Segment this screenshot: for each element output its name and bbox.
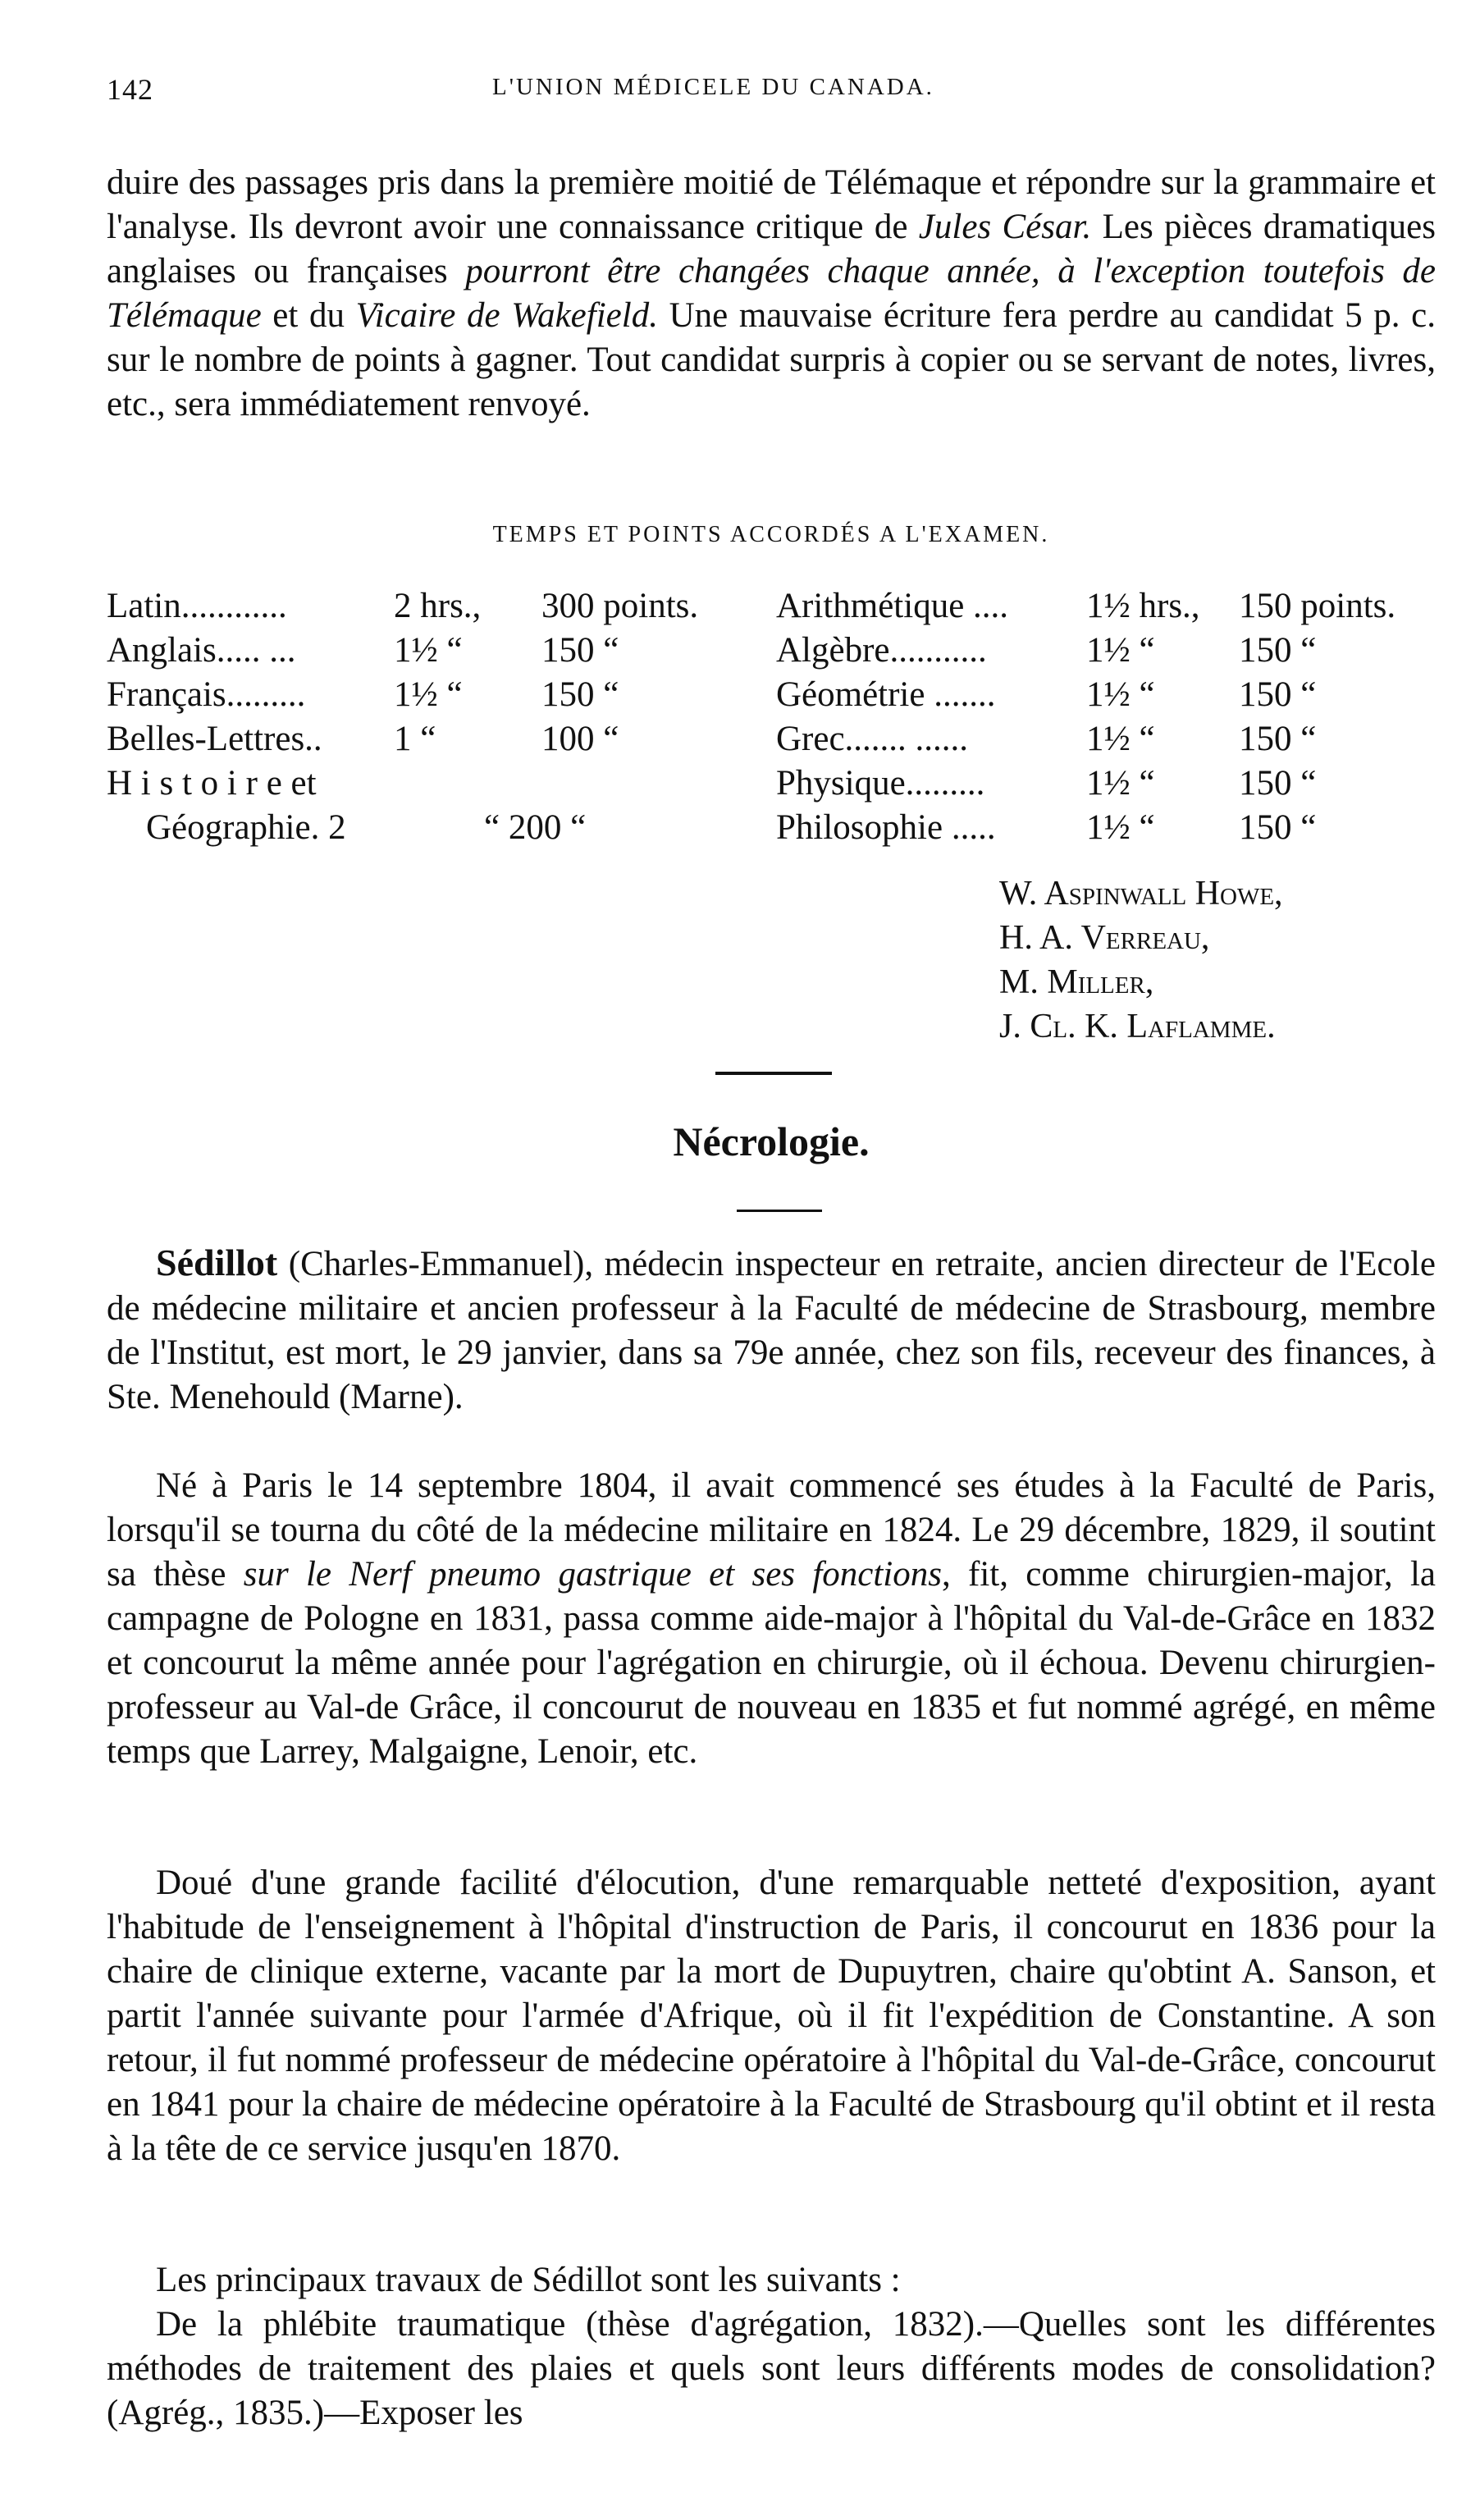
exam-subject: H i s t o i r e et bbox=[107, 764, 317, 803]
signature: M. Miller, bbox=[999, 963, 1154, 1001]
signatures-block bbox=[999, 871, 1459, 1049]
exam-schedule-table bbox=[107, 584, 1452, 850]
page-number: 142 bbox=[107, 73, 153, 106]
exam-subject: Belles-Lettres.. bbox=[107, 720, 322, 758]
exam-subject: Géométrie ....... bbox=[776, 675, 996, 714]
obituary-text: (Charles-Emmanuel), médecin inspecteur en retraite, ancien directeur de l'Ecole de médecine militaire et ancien professeur à la Faculté de médecine de Strasbourg, membre de l'Institut, est mort, le 29 janvier, dans sa 79e année, chez son fils, receveur des finances, à Ste. Menehould (Marne). bbox=[107, 1245, 1436, 1416]
obituary-paragraph bbox=[107, 1241, 1436, 1420]
intro-italic-vicaire: Vicaire de Wakefield. bbox=[355, 296, 658, 335]
journal-title: L'UNION MÉDICELE DU CANADA. bbox=[492, 74, 934, 100]
exam-hours: 1½ “ bbox=[1086, 808, 1155, 847]
running-head bbox=[107, 72, 1436, 113]
exam-points: “ 200 “ bbox=[484, 808, 587, 847]
exam-row bbox=[107, 673, 1452, 717]
exam-hours: 1½ “ bbox=[1086, 764, 1155, 803]
exam-points: 300 points. bbox=[541, 587, 699, 625]
section-title: Nécrologie. bbox=[673, 1118, 870, 1164]
exam-row bbox=[107, 584, 1452, 629]
exam-hours: 1½ “ bbox=[394, 631, 463, 670]
exam-subject: Algèbre........... bbox=[776, 631, 987, 670]
exam-subject: Géographie. 2 bbox=[146, 808, 346, 847]
exam-points: 150 “ bbox=[1239, 631, 1317, 670]
signature: W. Aspinwall Howe, bbox=[999, 875, 1283, 912]
intro-text-2: Les pièces dramatiques anglaises ou françaises bbox=[107, 208, 1436, 290]
exam-row bbox=[107, 717, 1452, 761]
exam-hours: 1½ “ bbox=[1086, 720, 1155, 758]
exam-points: 150 “ bbox=[1239, 764, 1317, 803]
exam-hours: 1½ “ bbox=[394, 675, 463, 714]
obituary-text: Doué d'une grande facilité d'élocution, d'une remarquable netteté d'exposition, ayant l'habitude de l'enseignement à l'hôpital d'instruction de Paris, il concourut en 1836 pour la chaire de clinique externe, vacante par la mort de Dupuytren, chaire qu'obtint A. Sanson, et partit l'année suivante pour l'armée d'Afrique, où il fit l'expédition de Constantine. A son retour, il fut nommé professeur de médecine opératoire à l'hôpital du Val-de-Grâce, concourut en 1841 pour la chaire de médecine opératoire à la Faculté de Strasbourg qu'il obtint et il resta à la tête de ce service jusqu'en 1870. bbox=[107, 1864, 1436, 2168]
exam-caption: TEMPS ET POINTS ACCORDÉS A L'EXAMEN. bbox=[492, 522, 1050, 547]
exam-points: 150 “ bbox=[541, 631, 619, 670]
exam-row bbox=[107, 761, 1452, 806]
intro-text-3: et du bbox=[261, 296, 345, 335]
exam-points: 150 “ bbox=[1239, 808, 1317, 847]
obituary-paragraph bbox=[107, 2258, 1436, 2303]
exam-points: 150 “ bbox=[541, 675, 619, 714]
title-underline bbox=[737, 1210, 822, 1212]
obituary-text: Les principaux travaux de Sédillot sont les suivants : bbox=[156, 2261, 901, 2299]
exam-hours: 1½ “ bbox=[1086, 631, 1155, 670]
exam-points: 100 “ bbox=[541, 720, 619, 758]
exam-subject: Physique......... bbox=[776, 764, 985, 803]
exam-subject: Grec....... ...... bbox=[776, 720, 969, 758]
intro-paragraph bbox=[107, 161, 1436, 427]
obituary-text: , fit, comme chirurgien-major, la campagne de Pologne en 1831, passa comme aide-major à l'hôpital du Val-de-Grâce en 1832 et concourut la même année pour l'agrégation en chirurgie, où il échoua. Devenu chirurgien-professeur au Val-de Grâce, il concourut de nouveau en 1835 et fut nommé agrégé, en même temps que Larrey, Malgaigne, Lenoir, etc. bbox=[107, 1555, 1436, 1771]
signature: H. A. Verreau, bbox=[999, 919, 1210, 957]
exam-row bbox=[107, 629, 1452, 673]
exam-points: 150 “ bbox=[1239, 720, 1317, 758]
intro-text-1: duire des passages pris dans la première moitié de Télémaque et répondre sur la grammaire et l'analyse. Ils devront avoir une connaissance critique de bbox=[107, 163, 1436, 246]
intro-italic-jules-cesar: Jules César. bbox=[918, 208, 1092, 246]
exam-points: 150 “ bbox=[1239, 675, 1317, 714]
exam-subject: Latin............ bbox=[107, 587, 287, 625]
exam-hours: 1½ “ bbox=[1086, 675, 1155, 714]
intro-text-4: Une mauvaise écriture fera perdre au candidat 5 p. c. sur le nombre de points à gagner. Tout candidat surpris à copier ou se servant de notes, livres, etc., sera immédiatement renvoyé. bbox=[107, 296, 1436, 423]
exam-subject: Français......... bbox=[107, 675, 306, 714]
exam-hours: 1½ hrs., bbox=[1086, 587, 1200, 625]
signature: J. Cl. K. Laflamme. bbox=[999, 1008, 1276, 1045]
exam-subject: Philosophie ..... bbox=[776, 808, 996, 847]
obituary-paragraph bbox=[107, 1464, 1436, 1774]
obituary-lead-name: Sédillot bbox=[156, 1242, 278, 1283]
section-divider bbox=[715, 1072, 832, 1075]
exam-points: 150 points. bbox=[1239, 587, 1396, 625]
obituary-text: De la phlébite traumatique (thèse d'agrégation, 1832).—Quelles sont les différentes méthodes de traitement des plaies et quels sont leurs différents modes de consolidation? (Agrég., 1835.)—Exposer les bbox=[107, 2305, 1436, 2432]
thesis-title: sur le Nerf pneumo gastrique et ses fonctions bbox=[243, 1555, 942, 1594]
exam-hours: 2 hrs., bbox=[394, 587, 482, 625]
obituary-text: Né à Paris le 14 septembre 1804, il avait commencé ses études à la Faculté de Paris, lorsqu'il se tourna du côté de la médecine militaire en 1824. Le 29 décembre, 1829, il soutint sa thèse bbox=[107, 1466, 1436, 1594]
exam-subject: Arithmétique .... bbox=[776, 587, 1009, 625]
exam-row bbox=[107, 806, 1452, 850]
exam-subject: Anglais..... ... bbox=[107, 631, 296, 670]
obituary-paragraph bbox=[107, 2303, 1436, 2435]
obituary-paragraph bbox=[107, 1861, 1436, 2171]
intro-italic-telemaque: pourront être changées chaque année, à l'exception toutefois de Télémaque bbox=[107, 252, 1437, 335]
exam-hours: 1 “ bbox=[394, 720, 436, 758]
